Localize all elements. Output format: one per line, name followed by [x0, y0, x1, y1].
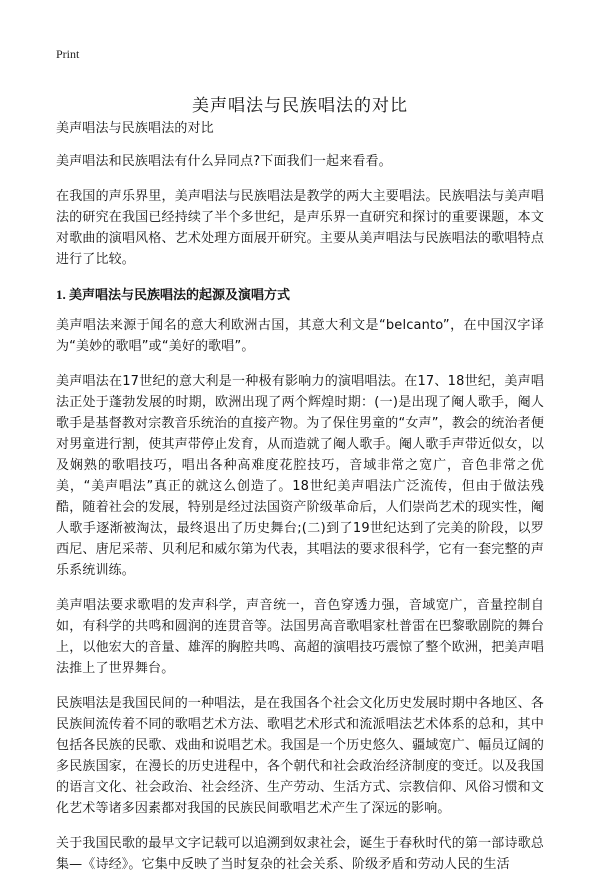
article-subtitle: 美声唱法与民族唱法的对比 — [56, 121, 214, 136]
article-body — [56, 118, 544, 889]
section-heading: 1. 美声唱法与民族唱法的起源及演唱方式 — [56, 287, 291, 302]
intro-paragraph: 美声唱法和民族唱法有什么异同点?下面我们一起来看看。 — [56, 154, 392, 169]
paragraph-4: 美声唱法要求歌唱的发声科学，声音统一，音色穿透力强，音域宽广，音量控制自如，有科学的共鸣和圆润的连贯音等。法国男高音歌唱家杜普雷在巴黎歌剧院的舞台上，以他宏大的音量、雄浑的胸腔共鸣、高超的演唱技巧震惊了整个欧洲，把美声唱法推上了世界舞台。 — [56, 598, 544, 676]
page-title: 美声唱法与民族唱法的对比 — [192, 96, 408, 117]
print-label: Print — [56, 47, 80, 61]
paragraph-3: 美声唱法在17世纪的意大利是一种极有影响力的演唱唱法。在17、18世纪，美声唱法正处于蓬勃发展的时期，欧洲出现了两个辉煌时期：(一)是出现了阉人歌手，阉人歌手是基督教对宗教音乐统治的直接产物。为了保住男童的“女声”，教会的统治者便对男童进行割，使其声带停止发育，从而造就了阉人歌手。阉人歌手声带近似女，以及娴熟的歌唱技巧，唱出各种高难度花腔技巧，音域非常之宽广，音色非常之优美，“美声唱法”真正的就这么创造了。18世纪美声唱法广泛流传，但由于做法残酷，随着社会的发展，特别是经过法国资产阶级革命后，人们崇尚艺术的现实性，阉人歌手逐渐被淘汰，最终退出了历史舞台;(二)到了19世纪达到了完美的阶段，以罗西尼、唐尼采蒂、贝利尼和威尔第为代表，其唱法的要求很科学，它有一套完整的声乐系统训练。 — [56, 374, 544, 578]
paragraph-6: 关于我国民歌的最早文字记载可以追溯到奴隶社会，诞生于春秋时代的第一部诗歌总集—《诗经》。它集中反映了当时复杂的社会关系、阶级矛盾和劳动人民的生活 — [56, 836, 544, 872]
paragraph-1: 在我国的声乐界里，美声唱法与民族唱法是教学的两大主要唱法。民族唱法与美声唱法的研究在我国已经持续了半个多世纪，是声乐界一直研究和探讨的重要课题，本文对歌曲的演唱风格、艺术处理方面展开研究。主要从美声唱法与民族唱法的歌唱特点进行了比较。 — [56, 189, 544, 267]
paragraph-5: 民族唱法是我国民间的一种唱法，是在我国各个社会文化历史发展时期中各地区、各民族间流传着不同的歌唱艺术方法、歌唱艺术形式和流派唱法艺术体系的总和，其中包括各民族的民歌、戏曲和说唱艺术。我国是一个历史悠久、疆域宽广、幅员辽阔的多民族国家，在漫长的历史进程中，各个朝代和社会政治经济制度的变迁。以及我国的语言文化、社会政治、社会经济、生产劳动、生活方式、宗教信仰、风俗习惯和文化艺术等诸多因素都对我国的民族民间歌唱艺术产生了深远的影响。 — [56, 696, 544, 816]
paragraph-2: 美声唱法来源于闻名的意大利欧洲古国，其意大利文是“belcanto”，在中国汉字译为“美妙的歌唱”或“美好的歌唱”。 — [56, 318, 544, 354]
